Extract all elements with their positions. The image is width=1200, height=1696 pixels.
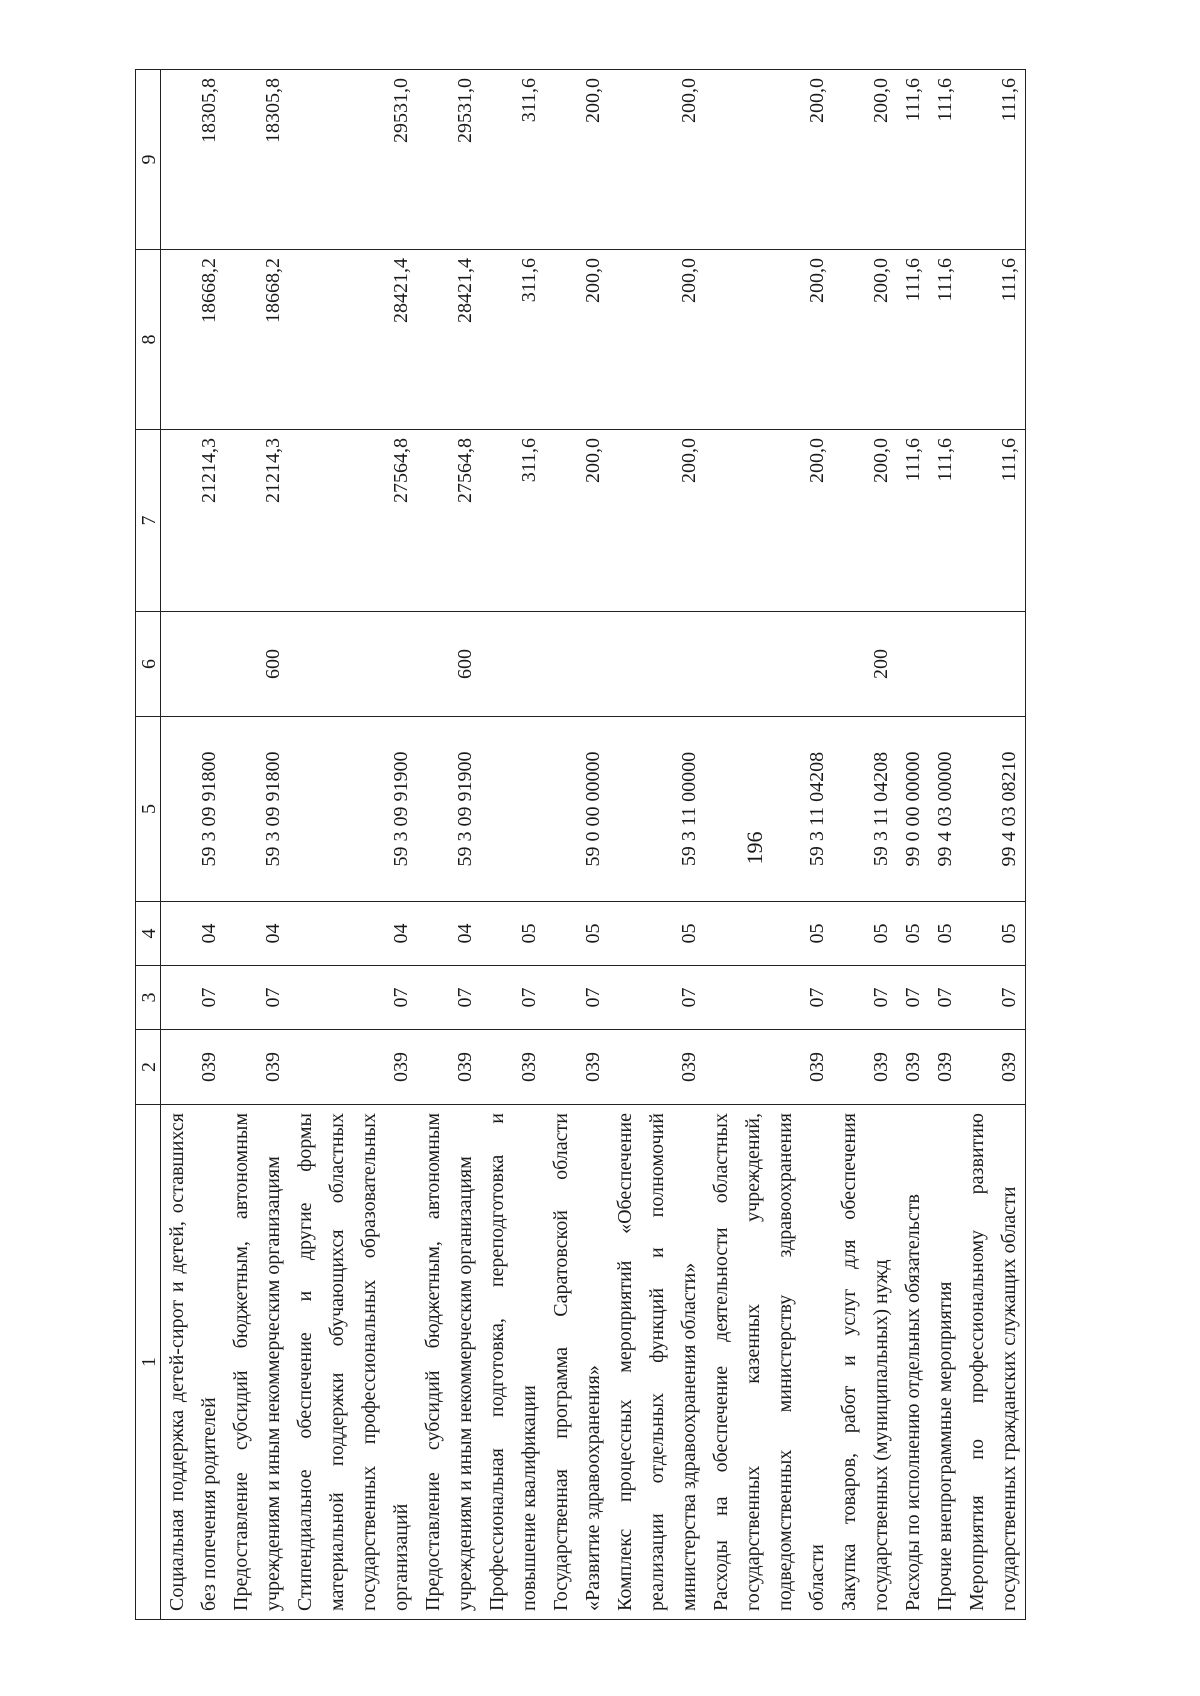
expense-type-cell: 600 [417, 612, 481, 717]
target-article-cell: 99 4 03 08210 [961, 717, 1026, 902]
value-col-8-cell: 200,0 [609, 250, 705, 430]
row-name-cell: Социальная поддержка детей-сирот и детей, оставшихся без попечения родителей [161, 1105, 226, 1620]
target-article-cell: 59 3 11 04208 [833, 717, 897, 902]
expense-type-cell [545, 612, 609, 717]
admin-code-cell: 039 [833, 1030, 897, 1105]
subsection-code-cell: 04 [225, 902, 289, 966]
row-name-cell: Расходы по исполнению отдельных обязательств [897, 1105, 929, 1620]
value-col-8-cell: 28421,4 [289, 250, 417, 430]
expense-type-cell [481, 612, 545, 717]
admin-code-cell: 039 [289, 1030, 417, 1105]
table-row [161, 70, 226, 1620]
table-row [545, 70, 609, 1620]
subsection-code-cell: 05 [961, 902, 1026, 966]
admin-code-cell: 039 [417, 1030, 481, 1105]
table-row [961, 70, 1026, 1620]
target-article-cell: 99 4 03 00000 [929, 717, 961, 902]
column-header: 3 [136, 966, 161, 1030]
section-code-cell: 07 [225, 966, 289, 1030]
section-code-cell: 07 [897, 966, 929, 1030]
subsection-code-cell: 05 [929, 902, 961, 966]
budget-table [135, 69, 1026, 1620]
table-row [833, 70, 897, 1620]
target-article-cell: 59 3 09 91800 [225, 717, 289, 902]
column-header: 5 [136, 717, 161, 902]
subsection-code-cell: 05 [481, 902, 545, 966]
value-col-9-cell: 200,0 [705, 70, 833, 250]
subsection-code-cell: 05 [897, 902, 929, 966]
value-col-8-cell: 28421,4 [417, 250, 481, 430]
row-name-cell: Расходы на обеспечение деятельности областных государственных казенных учреждений, подведомственных министерству здравоохранения области [705, 1105, 833, 1620]
table-row [289, 70, 417, 1620]
subsection-code-cell: 05 [833, 902, 897, 966]
section-code-cell: 07 [833, 966, 897, 1030]
value-col-9-cell: 111,6 [897, 70, 929, 250]
value-col-9-cell: 29531,0 [289, 70, 417, 250]
value-col-7-cell: 111,6 [897, 430, 929, 612]
table-row [225, 70, 289, 1620]
column-header: 4 [136, 902, 161, 966]
value-col-7-cell: 200,0 [705, 430, 833, 612]
value-col-9-cell: 200,0 [609, 70, 705, 250]
rotated-table-container [135, 70, 1175, 1620]
row-name-cell: Государственная программа Саратовской области «Развитие здравоохранения» [545, 1105, 609, 1620]
value-col-8-cell: 18668,2 [225, 250, 289, 430]
expense-type-cell: 200 [833, 612, 897, 717]
expense-type-cell [161, 612, 226, 717]
section-code-cell: 07 [481, 966, 545, 1030]
expense-type-cell [609, 612, 705, 717]
section-code-cell: 07 [545, 966, 609, 1030]
value-col-9-cell: 311,6 [481, 70, 545, 250]
value-col-7-cell: 200,0 [609, 430, 705, 612]
value-col-7-cell: 111,6 [929, 430, 961, 612]
value-col-9-cell: 111,6 [929, 70, 961, 250]
target-article-cell: 59 3 09 91900 [289, 717, 417, 902]
value-col-7-cell: 27564,8 [417, 430, 481, 612]
value-col-7-cell: 311,6 [481, 430, 545, 612]
table-row [609, 70, 705, 1620]
value-col-8-cell: 311,6 [481, 250, 545, 430]
column-header: 7 [136, 430, 161, 612]
row-name-cell: Комплекс процессных мероприятий «Обеспечение реализации отдельных функций и полномочий министерства здравоохранения области» [609, 1105, 705, 1620]
value-col-8-cell: 111,6 [961, 250, 1026, 430]
value-col-9-cell: 111,6 [961, 70, 1026, 250]
subsection-code-cell: 04 [289, 902, 417, 966]
column-header: 8 [136, 250, 161, 430]
value-col-8-cell: 200,0 [545, 250, 609, 430]
column-header: 1 [136, 1105, 161, 1620]
value-col-7-cell: 200,0 [545, 430, 609, 612]
column-header: 9 [136, 70, 161, 250]
table-row [481, 70, 545, 1620]
row-name-cell: Стипендиальное обеспечение и другие формы материальной поддержки обучающихся областных государственных профессиональных образовательных организаций [289, 1105, 417, 1620]
value-col-7-cell: 21214,3 [225, 430, 289, 612]
table-row [417, 70, 481, 1620]
value-col-8-cell: 200,0 [705, 250, 833, 430]
value-col-9-cell: 18305,8 [161, 70, 226, 250]
target-article-cell: 59 0 00 00000 [545, 717, 609, 902]
admin-code-cell: 039 [961, 1030, 1026, 1105]
admin-code-cell: 039 [161, 1030, 226, 1105]
target-article-cell: 99 0 00 00000 [897, 717, 929, 902]
row-name-cell: Мероприятия по профессиональному развитию государственных гражданских служащих области [961, 1105, 1026, 1620]
section-code-cell: 07 [961, 966, 1026, 1030]
table-row [929, 70, 961, 1620]
value-col-8-cell: 111,6 [897, 250, 929, 430]
value-col-7-cell: 111,6 [961, 430, 1026, 612]
admin-code-cell: 039 [897, 1030, 929, 1105]
value-col-9-cell: 200,0 [545, 70, 609, 250]
value-col-9-cell: 29531,0 [417, 70, 481, 250]
target-article-cell: 59 3 11 04208 [705, 717, 833, 902]
value-col-7-cell: 21214,3 [161, 430, 226, 612]
target-article-cell: 59 3 09 91900 [417, 717, 481, 902]
expense-type-cell [897, 612, 929, 717]
row-name-cell: Профессиональная подготовка, переподготовка и повышение квалификации [481, 1105, 545, 1620]
target-article-cell [481, 717, 545, 902]
expense-type-cell [705, 612, 833, 717]
section-code-cell: 07 [705, 966, 833, 1030]
table-row [897, 70, 929, 1620]
value-col-8-cell: 200,0 [833, 250, 897, 430]
row-name-cell: Предоставление субсидий бюджетным, автономным учреждениям и иным некоммерческим организациям [417, 1105, 481, 1620]
subsection-code-cell: 05 [705, 902, 833, 966]
subsection-code-cell: 05 [545, 902, 609, 966]
value-col-7-cell: 27564,8 [289, 430, 417, 612]
value-col-7-cell: 200,0 [833, 430, 897, 612]
section-code-cell: 07 [929, 966, 961, 1030]
row-name-cell: Предоставление субсидий бюджетным, автономным учреждениям и иным некоммерческим организациям [225, 1105, 289, 1620]
table-header-row [136, 70, 161, 1620]
column-header: 6 [136, 612, 161, 717]
section-code-cell: 07 [417, 966, 481, 1030]
expense-type-cell [961, 612, 1026, 717]
value-col-9-cell: 200,0 [833, 70, 897, 250]
admin-code-cell: 039 [481, 1030, 545, 1105]
value-col-8-cell: 18668,2 [161, 250, 226, 430]
section-code-cell: 07 [161, 966, 226, 1030]
page-number: 196 [742, 831, 767, 865]
table-body [161, 70, 1026, 1620]
target-article-cell: 59 3 11 00000 [609, 717, 705, 902]
table-row [705, 70, 833, 1620]
expense-type-cell [289, 612, 417, 717]
admin-code-cell: 039 [609, 1030, 705, 1105]
row-name-cell: Закупка товаров, работ и услуг для обеспечения государственных (муниципальных) нужд [833, 1105, 897, 1620]
subsection-code-cell: 04 [417, 902, 481, 966]
admin-code-cell: 039 [545, 1030, 609, 1105]
admin-code-cell: 039 [929, 1030, 961, 1105]
section-code-cell: 07 [609, 966, 705, 1030]
value-col-8-cell: 111,6 [929, 250, 961, 430]
column-header: 2 [136, 1030, 161, 1105]
admin-code-cell: 039 [705, 1030, 833, 1105]
target-article-cell: 59 3 09 91800 [161, 717, 226, 902]
section-code-cell: 07 [289, 966, 417, 1030]
admin-code-cell: 039 [225, 1030, 289, 1105]
expense-type-cell: 600 [225, 612, 289, 717]
expense-type-cell [929, 612, 961, 717]
subsection-code-cell: 05 [609, 902, 705, 966]
value-col-9-cell: 18305,8 [225, 70, 289, 250]
subsection-code-cell: 04 [161, 902, 226, 966]
row-name-cell: Прочие внепрограммные мероприятия [929, 1105, 961, 1620]
